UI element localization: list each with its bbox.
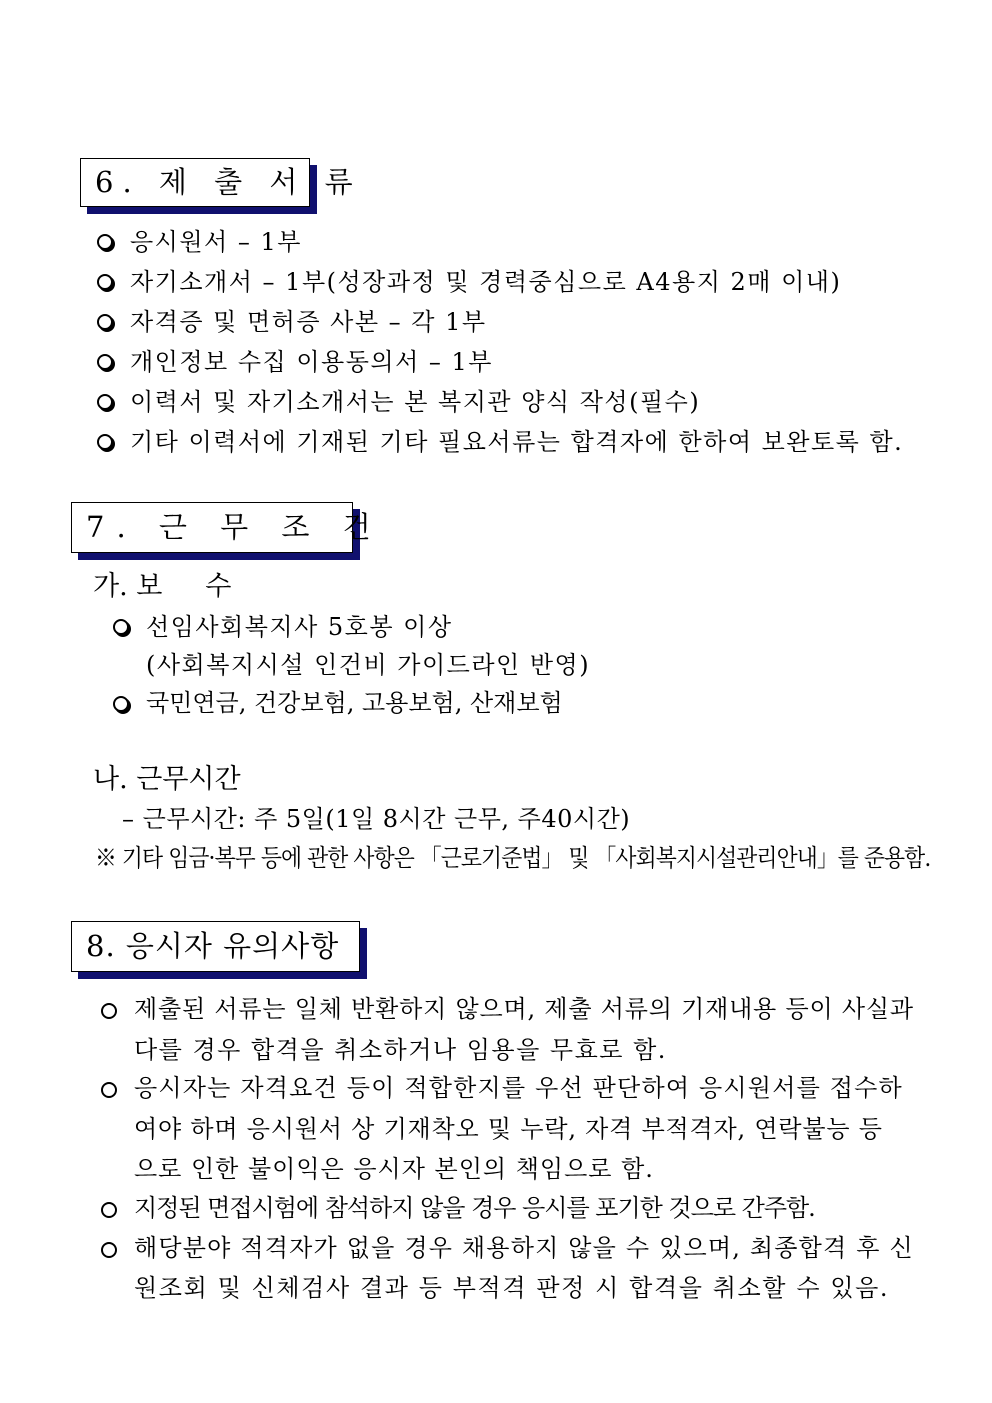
notice-item: 지정된 면접시험에 참석하지 않을 경우 응시를 포기한 것으로 간주함. <box>134 1194 815 1222</box>
pay-item: 국민연금, 건강보험, 고용보험, 산재보험 <box>146 689 563 717</box>
section-6-item: 자격증 및 면허증 사본 – 각 1부 <box>130 308 487 336</box>
open-circle-bullet-icon <box>101 1242 117 1258</box>
shadowed-circle-bullet-icon <box>113 696 129 712</box>
pay-item-note: (사회복지시설 인건비 가이드라인 반영) <box>146 651 591 679</box>
section-6-item: 자기소개서 – 1부(성장과정 및 경력중심으로 A4용지 2매 이내) <box>130 268 842 296</box>
section-7-header <box>71 502 383 553</box>
notice-item-cont: 원조회 및 신체검사 결과 등 부적격 판정 시 합격을 취소할 수 있음. <box>134 1274 890 1302</box>
subsection-pay-title: 가. 보 수 <box>93 571 232 602</box>
section-6-item: 이력서 및 자기소개서는 본 복지관 양식 작성(필수) <box>130 388 701 416</box>
hours-note: ※ 기타 임금·복무 등에 관한 사항은 「근로기준법」 및 「사회복지시설관리안내」를 준용함. <box>95 844 931 872</box>
shadowed-circle-bullet-icon <box>97 274 113 290</box>
shadowed-circle-bullet-icon <box>113 619 129 635</box>
subsection-hours-title: 나. 근무시간 <box>93 764 241 795</box>
section-6-title: 6. 제 출 서 류 <box>95 165 362 199</box>
section-7-title: 7. 근 무 조 건 <box>86 510 383 544</box>
section-8-header <box>71 921 360 972</box>
hours-line: – 근무시간: 주 5일(1일 8시간 근무, 주40시간) <box>122 805 631 833</box>
shadowed-circle-bullet-icon <box>97 354 113 370</box>
notice-item: 응시자는 자격요건 등이 적합한지를 우선 판단하여 응시원서를 접수하 <box>134 1074 903 1102</box>
shadowed-circle-bullet-icon <box>97 434 113 450</box>
pay-item: 선임사회복지사 5호봉 이상 <box>146 613 453 641</box>
section-6-item: 개인정보 수집 이용동의서 – 1부 <box>130 348 493 376</box>
open-circle-bullet-icon <box>101 1003 117 1019</box>
section-6-header <box>80 158 362 207</box>
notice-item-cont: 으로 인한 불이익은 응시자 본인의 책임으로 함. <box>134 1155 654 1183</box>
notice-item: 제출된 서류는 일체 반환하지 않으며, 제출 서류의 기재내용 등이 사실과 <box>134 995 914 1023</box>
notice-item: 해당분야 적격자가 없을 경우 채용하지 않을 수 있으며, 최종합격 후 신 <box>134 1234 914 1262</box>
shadowed-circle-bullet-icon <box>97 314 113 330</box>
notice-item-cont: 여야 하며 응시원서 상 기재착오 및 누락, 자격 부적격자, 연락불능 등 <box>134 1115 883 1143</box>
open-circle-bullet-icon <box>101 1202 117 1218</box>
section-6-item: 기타 이력서에 기재된 기타 필요서류는 합격자에 한하여 보완토록 함. <box>130 428 904 456</box>
section-6-item: 응시원서 – 1부 <box>130 228 302 256</box>
shadowed-circle-bullet-icon <box>97 394 113 410</box>
open-circle-bullet-icon <box>101 1082 117 1098</box>
shadowed-circle-bullet-icon <box>97 234 113 250</box>
section-8-title: 8. 응시자 유의사항 <box>86 929 340 963</box>
notice-item-cont: 다를 경우 합격을 취소하거나 임용을 무효로 함. <box>134 1036 667 1064</box>
